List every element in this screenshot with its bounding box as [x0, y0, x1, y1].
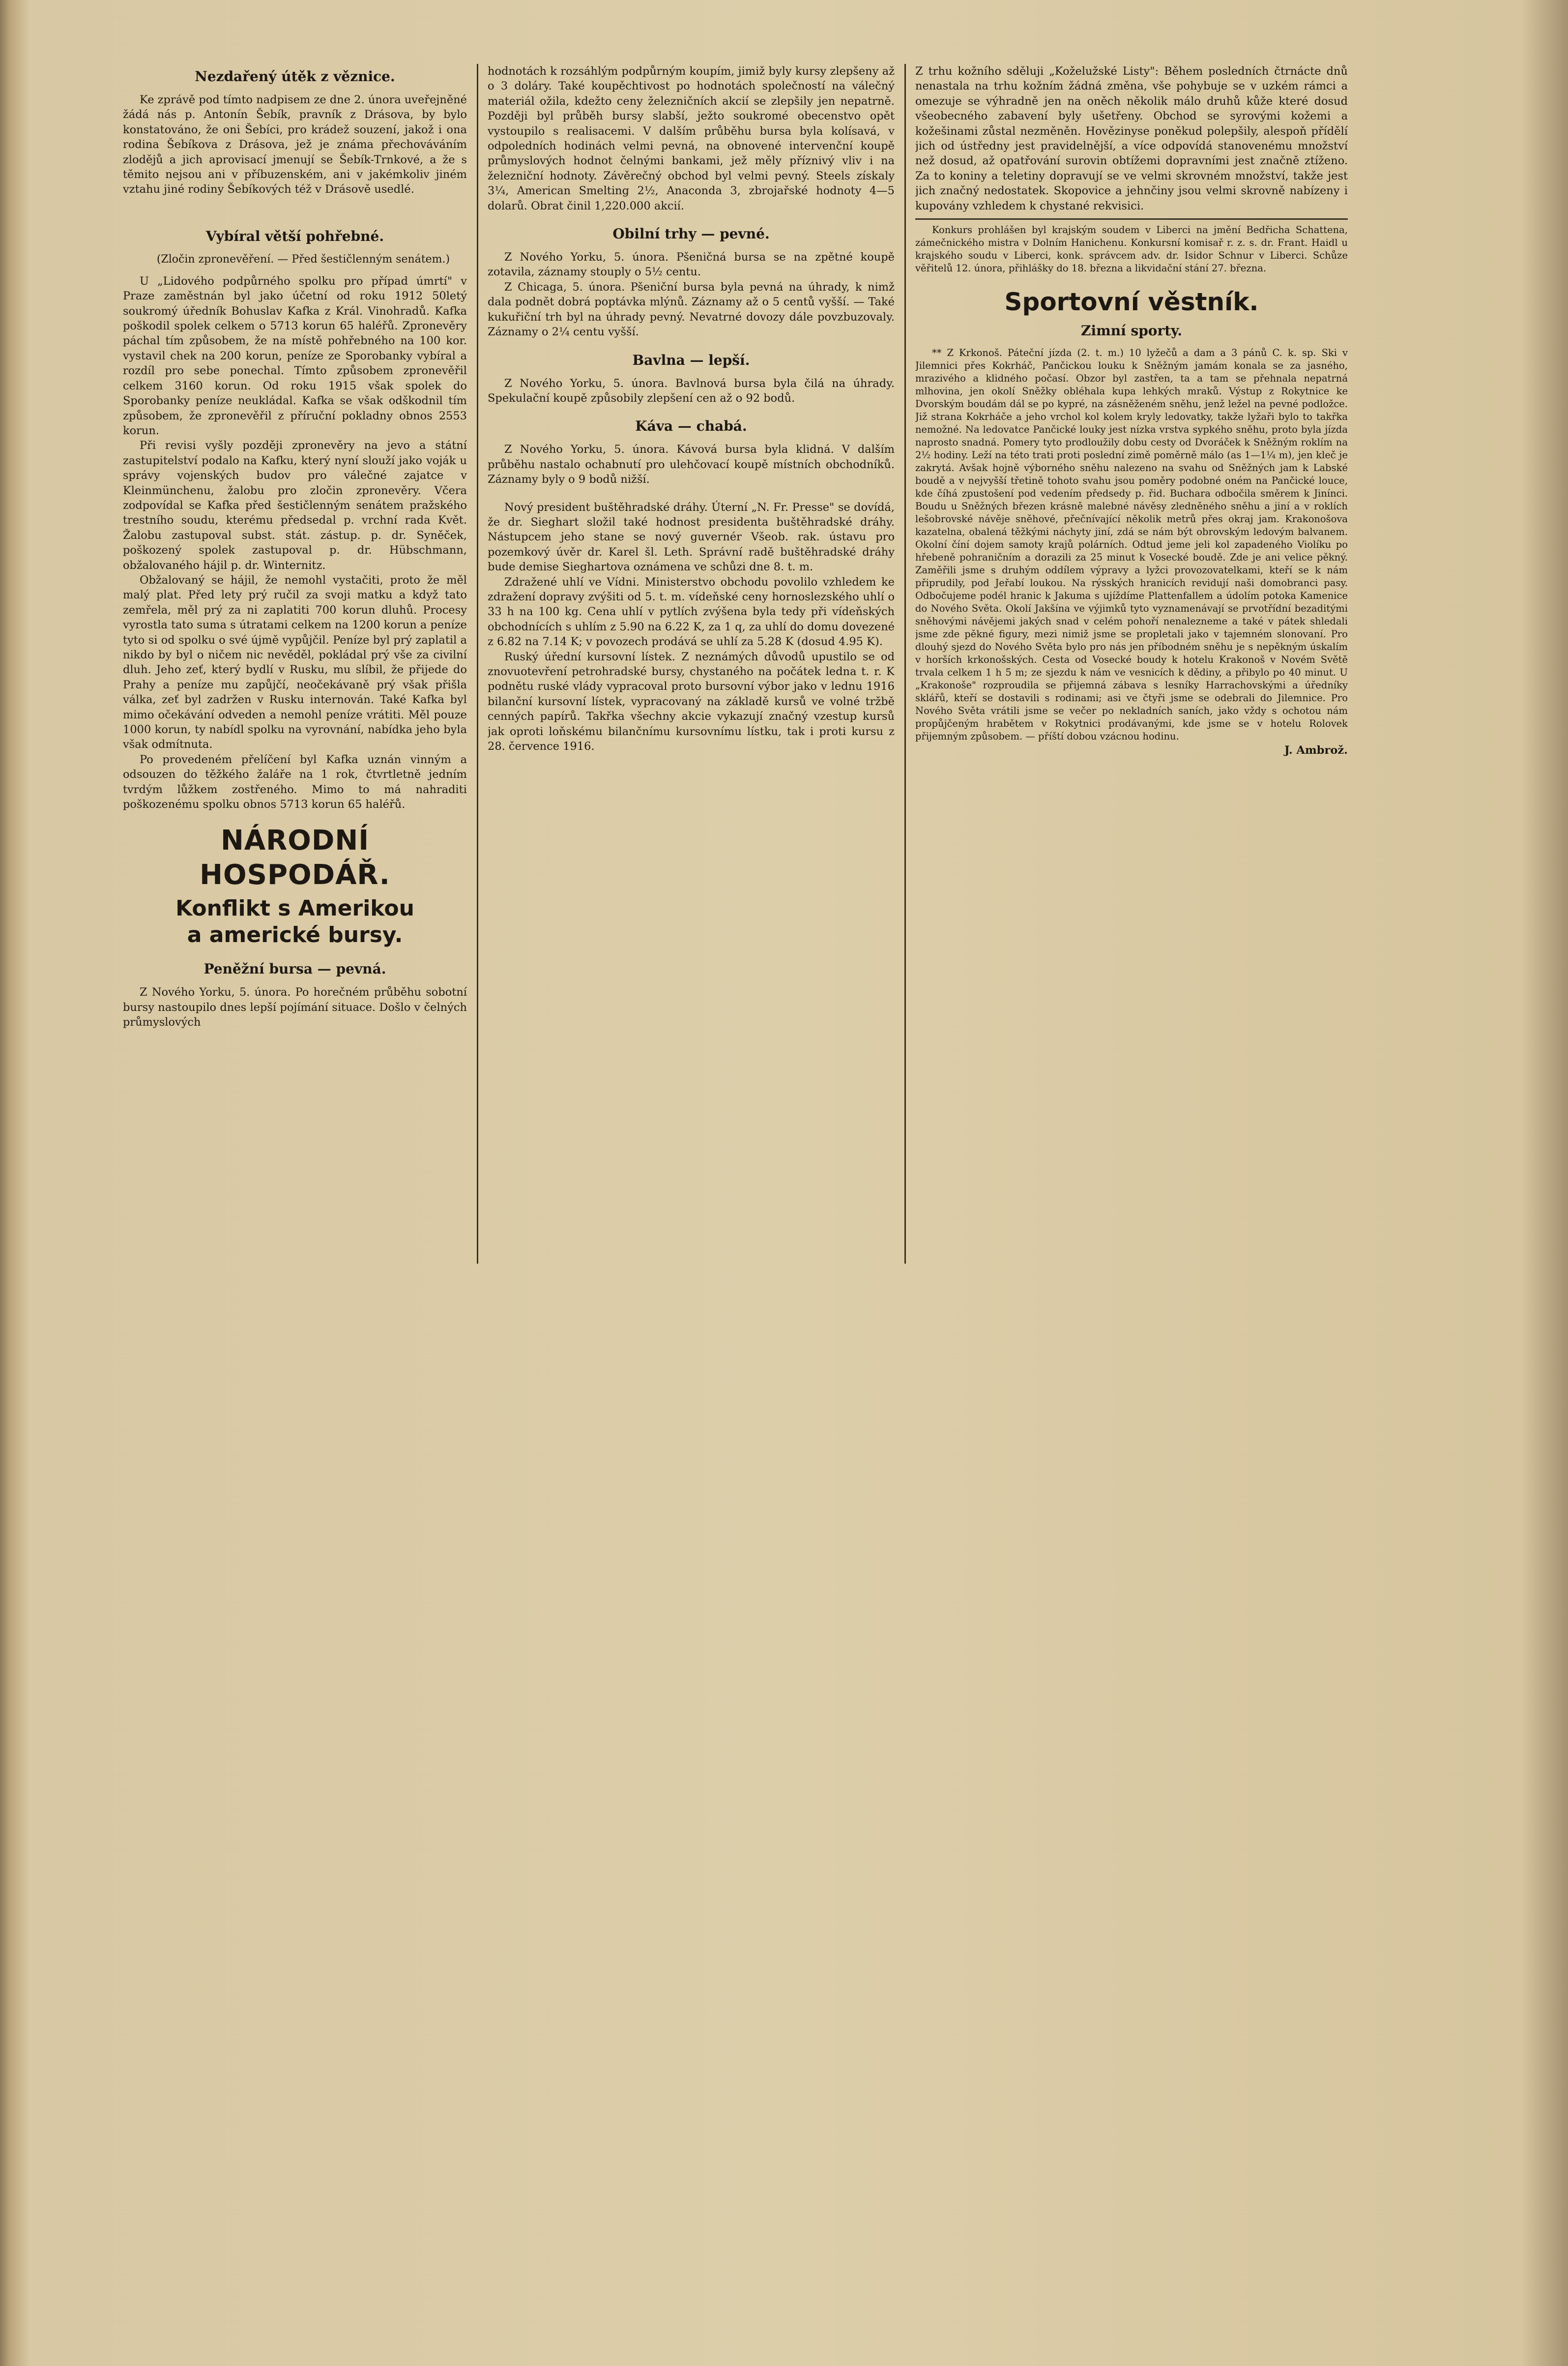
article-heading: Káva — chabá.	[635, 418, 747, 435]
book-page-right	[762, 1411, 1317, 2247]
article-heading: Zimní sporty.	[1081, 323, 1182, 339]
article-paragraph: Z Nového Yorku, 5. února. Bavlnová bursa byla čilá na úhrady. Spekulační koupě způsobily zlepšení cen až o 92 bodů.	[488, 377, 895, 405]
article-paragraph: Obžalovaný se hájil, že nemohl vystačiti, proto že měl malý plat. Před lety prý ručil za svoji matku a když tato zemřela, měl prý za ni zaplatiti 700 korun dluhů. Procesy vyrostla tato suma s útratami celkem na 1200 korun a peníze tyto si od spolku o své újmě vypůjčil. Peníze byl prý zaplatil a nikdo by byl o ničem nic nevěděl, pokládal prý vše za civilní dluh. Jeho zeť, který bydlí v Rusku, mu slíbil, že přijede do Prahy a peníze mu zapůjčí, neočekávaně prý však přišla válka, zeť byl zadržen v Rusku internován. Také Kafka byl mimo očekávání odveden a nemohl peníze vrátiti. Měl pouze 1000 korun, ty nabídl spolku na vyrovnání, nabídka jeho byla však odmítnuta.	[123, 573, 467, 751]
article-paragraph: hodnotách k rozsáhlým podpůrným koupím, jimiž byly kursy zlepšeny až o 3 doláry. Také koupěchtivost po hodnotách společností na válečný materiál ožila, kdežto ceny železničních akcií se zlepšily jen nepatrně. Později byl průběh bursy slabší, ježto soukromé obecenstvo opět vystoupilo s realisacemi. V dalším průběhu bursa byla kolísavá, v odpoledních hodinách velmi pevná, na obnovené intervenční koupě průmyslových hodnot čelnými bankami, jež měly příznivý vliv i na železniční hodnoty. Závěrečný obchod byl velmi pevný. Steels získaly 3¼, American Smelting 2½, Anaconda 3, zbrojařské hodnoty 4—5 dolarů. Obrat činil 1,220.000 akcií.	[488, 65, 895, 212]
article-signature: J. Ambrož.	[1284, 744, 1348, 757]
article-paragraph: U „Lidového podpůrného spolku pro případ úmrtí" v Praze zaměstnán byl jako účetní od roku 1912 50letý soukromý úředník Bohuslav Kafka z Král. Vinohradů. Kafka poškodil spolek celkem o 5713 korun 65 haléřů. Zpronevěry páchal tím způsobem, že na místě pohřebného na 100 kor. vystavil chek na 200 korun, peníze ze Sporobanky vybíral a rozdíl pro sebe ponechal. Tímto způsobem zpronevěřil celkem 3160 korun. Od roku 1915 však spolek do Sporobanky peníze neukládal. Kafka se však odškodnil tím způsobem, že zpronevěřil z příruční pokladny obnos 2553 korun.	[123, 274, 467, 437]
article-paragraph: Ruský úřední kursovní lístek. Z neznámých důvodů upustilo se od znovuotevření petrohradské bursy, chystaného na počátek ledna t. r. K podnětu ruské vlády vypracoval proto bursovní výbor jako v lednu 1916 bilanční kursovní lístek, vypracovaný na základě kursů ve volné tržbě cenných papírů. Takřka všechny akcie vykazují značný vzestup kursů jak oproti loňskému bilančnímu kursovnímu lístku, tak i proti kursu z 28. července 1916.	[488, 650, 895, 753]
newspaper-clipping	[123, 54, 1362, 1283]
article-heading: Bavlna — lepší.	[632, 352, 750, 368]
section-banner: NÁRODNÍ HOSPODÁŘ.	[200, 825, 390, 891]
article-heading: Peněžní bursa — pevná.	[203, 961, 386, 977]
article-heading: Vybíral větší pohřebné.	[205, 228, 384, 244]
section-subbanner: a americké bursy.	[187, 922, 403, 948]
article-paragraph: Z Nového Yorku, 5. února. Po horečném průběhu sobotní bursy nastoupilo dnes lepší pojímání situace. Došlo v čelných průmyslových	[123, 986, 467, 1029]
article-paragraph: Konkurs prohlášen byl krajským soudem v Liberci na jmění Bedřicha Schattena, zámečnického mistra v Dolním Hanichenu. Konkursní komisař r. z. s. dr. Frant. Haidl u krajského soudu v Liberci, konk. správcem adv. dr. Isidor Schnur v Liberci. Schůze věřitelů 12. února, přihlášky do 18. března a likvidační stání 27. března.	[915, 224, 1348, 274]
news-column-1	[123, 64, 467, 1273]
article-paragraph: Zdražené uhlí ve Vídni. Ministerstvo obchodu povolilo vzhledem ke zdražení dopravy zvýšiti od 5. t. m. vídeňské ceny hornoslezského uhlí o 33 h na 100 kg. Cena uhlí v pytlích zvýšena byla tedy při vídeňských obchodnících s uhlím z 5.90 na 6.22 K, za 1 q, za uhlí do domu dovezené z 6.82 na 7.14 K; v povozech prodává se uhlí za 5.28 K (dosud 4.95 K).	[488, 575, 895, 649]
news-column-3	[915, 64, 1348, 1273]
article-paragraph: Z Chicaga, 5. února. Pšeniční bursa byla pevná na úhrady, k nimž dala podnět dobrá poptávka mlýnů. Záznamy až o 5 centů vyšší. — Také kukuřiční trh byl na úhrady pevný. Nevatrné dovozy dále povzbuzovaly. Záznamy o 2¼ centu vyšší.	[488, 280, 895, 339]
article-paragraph: Ke zprávě pod tímto nadpisem ze dne 2. února uveřejněné žádá nás p. Antonín Šebík, pravník z Drásova, by bylo konstatováno, že oni Šebíci, pro krádež souzení, jakož i ona rodina Šebíkova z Drásova, jež je známa přechováváním zlodějů a jich aprovisací jmenují se Šebík-Trnkové, a že s těmito nejsou ani v příbuzenském, ani v jakémkoliv jiném vztahu jiné rodiny Šebíkových též v Drásově usedlé.	[123, 93, 467, 196]
section-rule	[915, 218, 1348, 220]
article-heading: Obilní trhy — pevné.	[612, 226, 770, 242]
article-paragraph: Nový president buštěhradské dráhy. Úterní „N. Fr. Presse" se dovídá, že dr. Sieghart složil také hodnost presidenta buštěhradské dráhy. Nástupcem jeho stane se nový guvernér Všeob. rak. ústavu pro pozemkový úvěr dr. Karel šl. Leth. Správní radě buštěhradské dráhy bude demise Sieghartova oznámena ve schůzi dne 8. t. m.	[488, 501, 895, 574]
article-paragraph: Při revisi vyšly později zpronevěry na jevo a státní zastupitelství podalo na Kafku, který nyní slouží jako voják u správy vojenských budov pro válečné zajatce v Kleinmünchenu, žalobu pro zločin zpronevěry. Včera zodpovídal se Kafka před šestičlenným senátem pražského trestního soudu, kterému předsedal p. vrchní rada Květ. Žalobu zastupoval subst. stát. zástup. p. dr. Syněček, poškozený spolek zastupoval p. dr. Hübschmann, obžalovaného hájil p. dr. Winternitz.	[123, 439, 467, 572]
article-paragraph: Po provedeném přelíčení byl Kafka uznán vinným a odsouzen do těžkého žaláře na 1 rok, čtvrtletně jedním tvrdým lůžkem zostřeného. Mimo to má nahraditi poškozenému spolku obnos 5713 korun 65 haléřů.	[123, 753, 467, 811]
article-heading: Nezdařený útěk z věznice.	[195, 68, 395, 85]
news-column-2	[488, 64, 895, 1273]
column-rule	[904, 64, 906, 1264]
article-paragraph: Z Nového Yorku, 5. února. Pšeničná bursa se na zpětné koupě zotavila, záznamy stouply o 5½ centu.	[488, 251, 895, 279]
column-rule	[477, 64, 478, 1264]
article-paragraph: Z trhu kožního sděluji „Koželužské Listy": Během posledních čtrnácte dnů nenastala na trhu kožním žádná změna, vše pohybuje se v uzkém rámci a omezuje se výhradně jen na oněch několik málo druhů kůže které dosud všeobecného zabavení byly ušetřeny. Obchod se syrovými kožemi a kožešinami zůstal nezměněn. Hovězinyse poněkud polepšily, alespoň přídělí jich od ústředny jest pravidelnější, a více odpovídá stanovenému množství než dosud, až opatřování surovin obtížemi dopravními jest značně ztíženo. Za to koniny a teletiny dopravují se ve velmi skrovném množství, takže jest jich značný nedostatek. Skopovice a jehnčiny jsou velmi skrovně nabízeny i kupovány vzhledem k chystané rekvisici.	[915, 65, 1348, 212]
section-banner: Sportovní věstník.	[1004, 288, 1259, 317]
book-page-left	[127, 1387, 697, 2321]
article-paragraph: ** Z Krkonoš. Páteční jízda (2. t. m.) 10 lyžečů a dam a 3 pánů C. k. sp. Ski v Jilemnici přes Kokrháč, Pančickou louku k Sněžným jamám konala se za jasného, mrazivého a klidného počasí. Obzor byl zastřen, ta a tam se přehnala nepatrná mlhovina, jen okolí Sněžky obléhala kupa lehkých mraků. Výstup z Rokytnice ke Dvorským boudám dál se po kypré, na zásněženém sněhu, jenž ležel na pevné podložce. Již strana Kokrháče a jeho vrchol kol kolem kryly ledovatky, takže lyžaři bylo to takřka nemožné. Na ledovatce Pančické louky jest nízka vrstva sypkého sněhu, proto byla jízda naprosto snadná. Pomery tyto prodloužily dobu cesty od Dvoráček k Sněžným roklím na 2½ hodiny. Leží na této trati proti poslední zimě poměrně málo (as 1—1¼ m), jen kleč je zakrytá. Avšak hojně výborného sněhu nalezeno na svahu od Sněžných jam k Labské boudě a v nejvyšší třetině tohoto svahu jsou poměry podobné oném na Pančické louce, kde číhá zpustošení pod vedením předsedy p. řid. Buchara odbočila směrem k Jinínci. Boudu u Sněžných březen krásně malebné návěsy zledněného sněhu a jiní a v roklích lešobrovské návěje sněhové, přečnívající několik metrů přes okraj jam. Krakonošova kazatelna, obalená těžkými náchyty jiní, zdá se nám být obrovským ledovým balvanem. Okolní číní dojem samoty krajů polárních. Odtud jeme jeli kol zapadeného Violíku po hřebeně pohraničním a dorazili za 25 minut k Vosecké boudě. Zde je ani velice pěkný. Zaměřili jsme s druhým oddílem výpravy a lyžci provozovatelkami, kteří se k nám připrudily, pod Jeřabí loukou. Na rýsských hranicích revidují naši domobranci pasy. Odbočujeme podél hranic k Jakuma s ujíždíme Plattenfallem a údolím potoka Kamenice do Nového Světa. Okolí Jakšína ve výjimků tyto vyznamenávají se prvotřídní bezaditými sněhovými návějemi jakých snad v celém pohoří nenalezneme a také v pátek shledali jsme zde pěkné figury, mezi nimiž jsme se propletali jako v tajemném slonovaní. Pro dlouhý sjezd do Nového Světa bylo pro nás jen příbodném sněhu je s nepěkným úskalím v horších krkonošských. Cesta od Vosecké boudy k hotelu Krakonoš v Novém Světě trvala celkem 1 h 5 m; ze sjezdu k nám ve vesnicích k dědiny, a přibylo po 40 minut. U „Krakonoše" rozproudila se přijemná zábava s lesníky Harrachovskými a úředníky sklářů, kteří se dostavili s rodinami; asi ve čtyři jsme se odebrali do Jilemnice. Pro Nového Světa vrátili jsme se večer po nekladních saních, jako vždy s ochotou nám propůjčeným hrabětem v Rokytnici prodávanými, kde jsme se v hotelu Rolovek přijemným způsobem. — příští dobou vzácnou hodinu.	[915, 347, 1348, 742]
article-subheading: (Zločin zpronevěření. — Před šestičlenným senátem.)	[156, 253, 450, 266]
article-paragraph: Z Nového Yorku, 5. února. Kávová bursa byla klidná. V dalším průběhu nastalo ochabnutí pro ulehčovací koupě místních obchodníků. Záznamy byly o 9 bodů nižší.	[488, 443, 895, 486]
section-subbanner: Konflikt s Amerikou	[175, 896, 414, 921]
